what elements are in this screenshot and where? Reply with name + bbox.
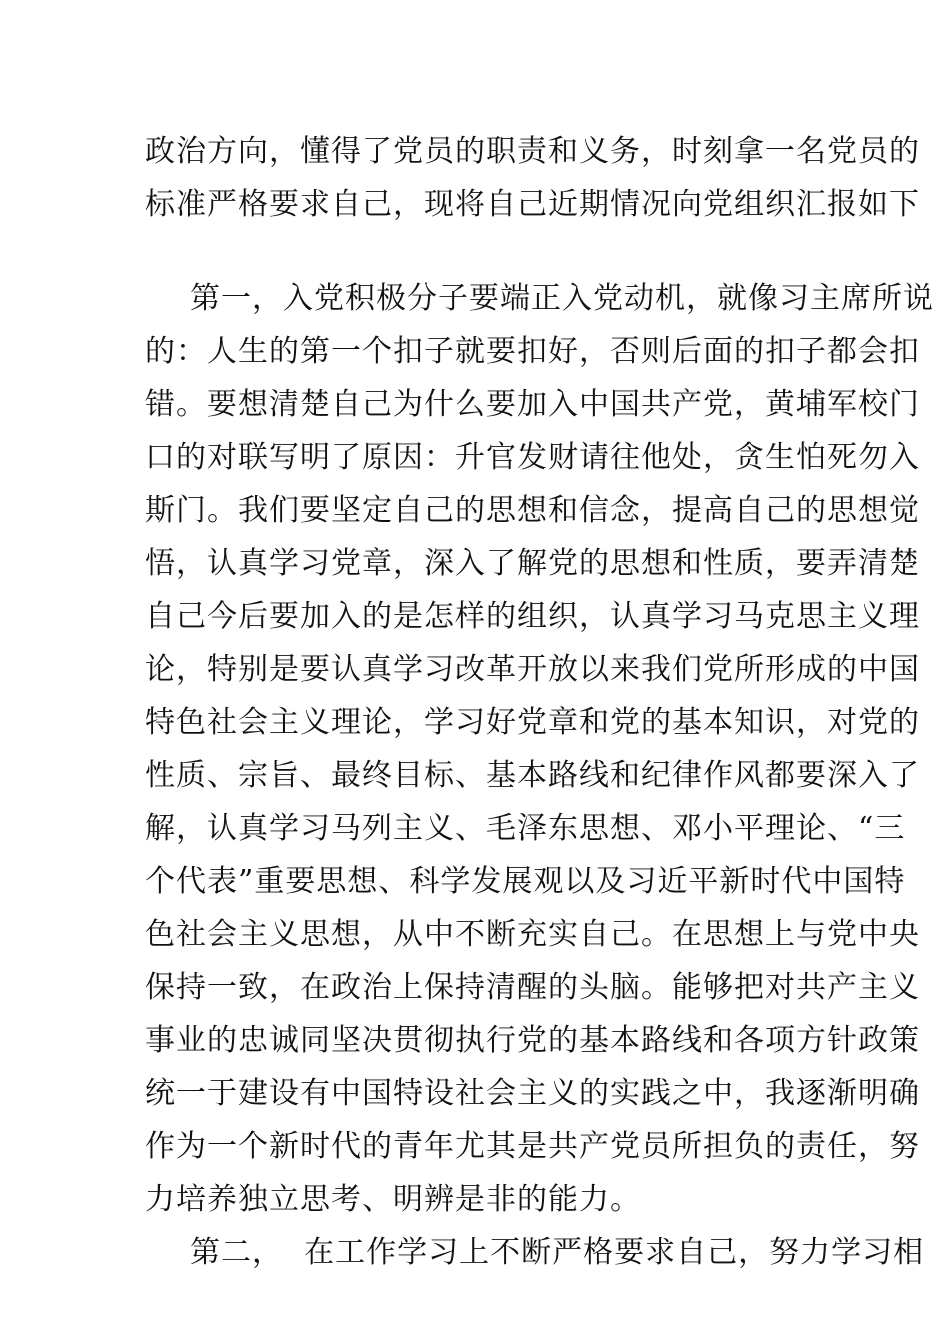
text-line: 自己今后要加入的是怎样的组织，认真学习马克思主义理: [145, 599, 920, 634]
text-line: 作为一个新时代的青年尤其是共产党员所担负的责任，努: [145, 1129, 920, 1164]
text-line: 保持一致，在政治上保持清醒的头脑。能够把对共产主义: [145, 970, 920, 1005]
text-line: 第二， 在工作学习上不断严格要求自己，努力学习相: [190, 1235, 925, 1270]
text-line: 错。要想清楚自己为什么要加入中国共产党，黄埔军校门: [145, 387, 920, 422]
text-line: 政治方向，懂得了党员的职责和义务，时刻拿一名党员的: [145, 134, 920, 169]
text-line: 色社会主义思想，从中不断充实自己。在思想上与党中央: [145, 917, 920, 952]
text-line: 个代表”重要思想、科学发展观以及习近平新时代中国特: [145, 864, 906, 899]
text-line: 特色社会主义理论，学习好党章和党的基本知识，对党的: [145, 705, 920, 740]
text-line: 解，认真学习马列主义、毛泽东思想、邓小平理论、“三: [145, 811, 906, 846]
text-line: 论，特别是要认真学习改革开放以来我们党所形成的中国: [145, 652, 920, 687]
text-line: 悟，认真学习党章，深入了解党的思想和性质，要弄清楚: [145, 546, 920, 581]
text-line: 口的对联写明了原因：升官发财请往他处，贪生怕死勿入: [145, 440, 920, 475]
text-line: 事业的忠诚同坚决贯彻执行党的基本路线和各项方针政策: [145, 1023, 920, 1058]
text-line: 力培养独立思考、明辨是非的能力。: [145, 1182, 641, 1217]
text-line: 的：人生的第一个扣子就要扣好，否则后面的扣子都会扣: [145, 334, 920, 369]
text-line: 斯门。我们要坚定自己的思想和信念，提高自己的思想觉: [145, 493, 920, 528]
text-line: 性质、宗旨、最终目标、基本路线和纪律作风都要深入了: [145, 758, 920, 793]
text-line: 第一，入党积极分子要端正入党动机，就像习主席所说: [190, 281, 934, 316]
text-line: 标准严格要求自己，现将自己近期情况向党组织汇报如下: [145, 187, 920, 222]
text-line: 统一于建设有中国特设社会主义的实践之中，我逐渐明确: [145, 1076, 920, 1111]
